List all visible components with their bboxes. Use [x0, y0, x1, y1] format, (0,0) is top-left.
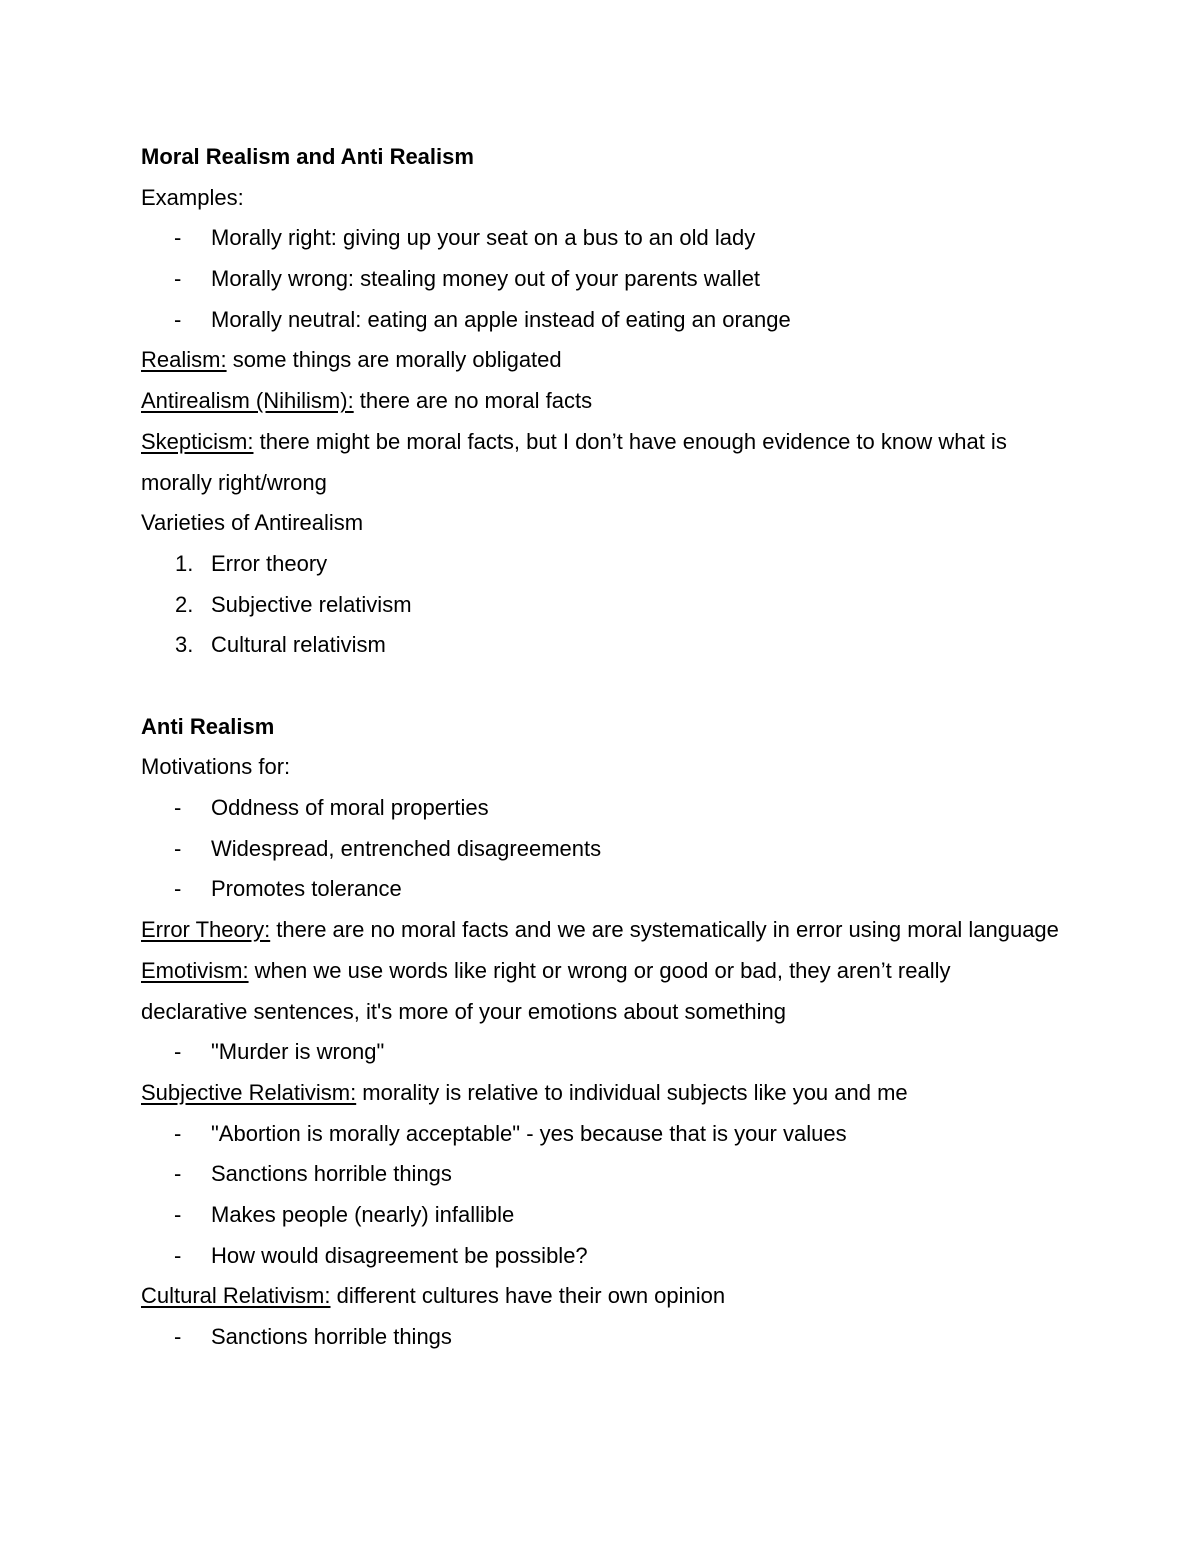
list-item: - Oddness of moral properties [141, 788, 1061, 829]
term-cultural-relativism: Cultural Relativism: [141, 1283, 331, 1309]
bullet-dash: - [174, 1324, 182, 1350]
list-item: - Widespread, entrenched disagreements [141, 829, 1061, 870]
document-page [141, 137, 1061, 1358]
bullet-dash: - [174, 1120, 182, 1146]
list-item: - How would disagreement be possible? [141, 1236, 1061, 1277]
bullet-dash: - [174, 225, 182, 251]
definition-antirealism: Antirealism (Nihilism): there are no moral facts [141, 388, 593, 414]
varieties-label: Varieties of Antirealism [141, 510, 364, 536]
bullet-dash: - [174, 835, 182, 861]
bullet-dash: - [174, 1161, 182, 1187]
section-title-anti-realism: Anti Realism [141, 713, 275, 739]
list-item: - Makes people (nearly) infallible [141, 1195, 1061, 1236]
list-item: - "Murder is wrong" [141, 1032, 1061, 1073]
term-skepticism: Skepticism: [141, 428, 254, 454]
bullet-dash: - [174, 795, 182, 821]
blank-line [141, 666, 1061, 707]
bullet-dash: - [174, 1242, 182, 1268]
bullet-dash: - [174, 876, 182, 902]
term-subjective-relativism: Subjective Relativism: [141, 1079, 357, 1105]
definition-emotivism: Emotivism: when we use words like right or wrong or good or bad, they aren’t really declarative sentences, it's more of your emotions about something [141, 957, 951, 1024]
bullet-dash: - [174, 1201, 182, 1227]
list-item: - Morally right: giving up your seat on a bus to an old lady [141, 218, 1061, 259]
definition-skepticism: Skepticism: there might be moral facts, but I don’t have enough evidence to know what is morally right/wrong [141, 428, 1007, 495]
list-item: - Morally neutral: eating an apple instead of eating an orange [141, 300, 1061, 341]
term-realism: Realism: [141, 347, 227, 373]
numbered-item: 1. Error theory [175, 550, 328, 576]
definition-cultural-relativism: Cultural Relativism: different cultures have their own opinion [141, 1283, 726, 1309]
list-item: - Sanctions horrible things [141, 1317, 1061, 1358]
term-emotivism: Emotivism: [141, 957, 249, 983]
definition-realism: Realism: some things are morally obligated [141, 347, 562, 373]
definition-error-theory: Error Theory: there are no moral facts and we are systematically in error using moral language [141, 917, 1059, 943]
list-item: - Sanctions horrible things [141, 1154, 1061, 1195]
bullet-dash: - [174, 306, 182, 332]
section-title-moral-realism: Moral Realism and Anti Realism [141, 144, 474, 169]
term-antirealism: Antirealism (Nihilism): [141, 388, 354, 414]
bullet-dash: - [174, 266, 182, 292]
list-item: - Morally wrong: stealing money out of your parents wallet [141, 259, 1061, 300]
definition-subjective-relativism: Subjective Relativism: morality is relative to individual subjects like you and me [141, 1079, 908, 1105]
list-item: - Promotes tolerance [141, 869, 1061, 910]
numbered-item: 2. Subjective relativism [175, 591, 412, 617]
term-error-theory: Error Theory: [141, 917, 271, 943]
motivations-label: Motivations for: [141, 754, 291, 780]
bullet-dash: - [174, 1039, 182, 1065]
numbered-item: 3. Cultural relativism [175, 632, 386, 658]
examples-label: Examples: [141, 184, 244, 210]
list-item: - "Abortion is morally acceptable" - yes because that is your values [141, 1114, 1061, 1155]
